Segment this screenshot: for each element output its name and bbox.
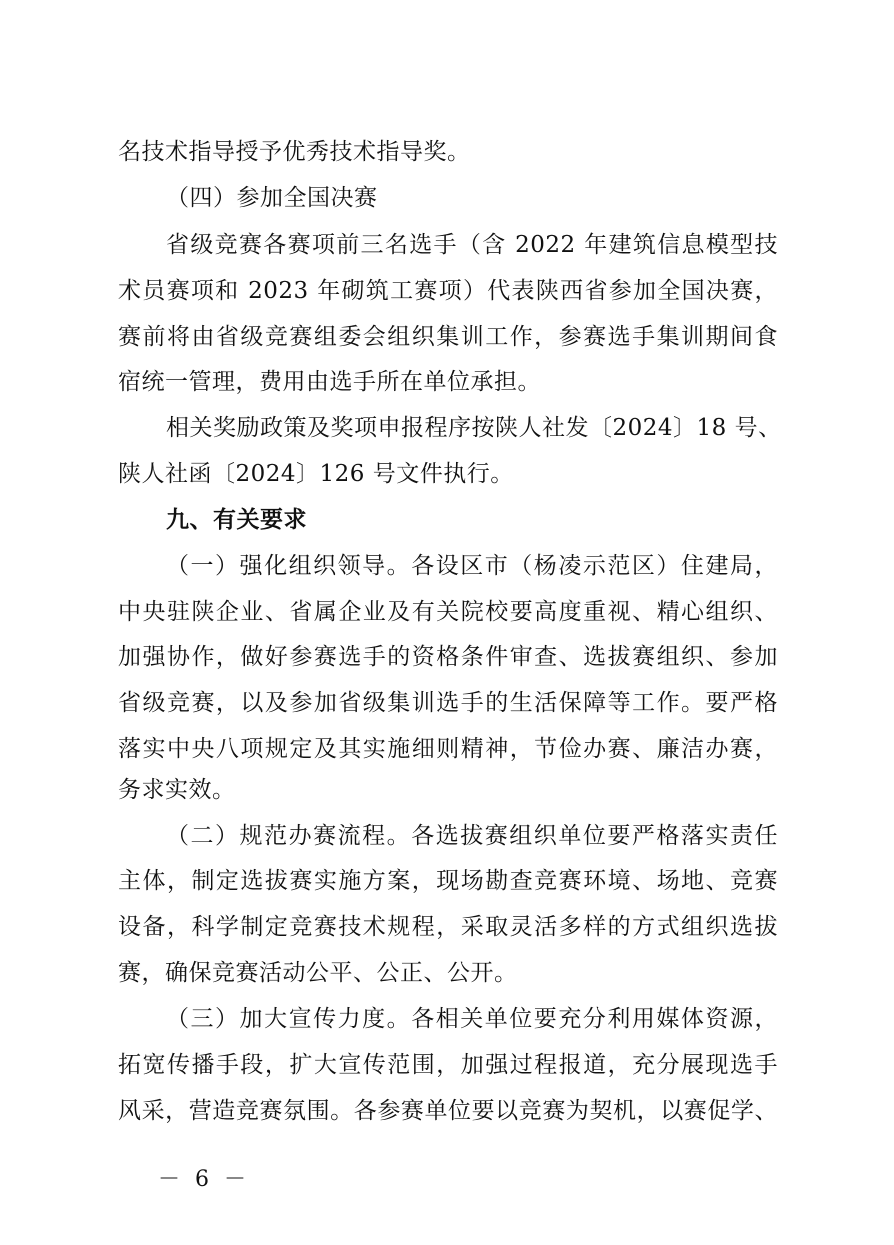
text-line: 风采，营造竞赛氛围。各参赛单位要以竞赛为契机，以赛促学、 <box>118 1098 778 1124</box>
text-line: 术员赛项和 2023 年砌筑工赛项）代表陕西省参加全国决赛， <box>118 278 778 304</box>
text-line: 加强协作，做好参赛选手的资格条件审查、选拔赛组织、参加 <box>118 644 778 670</box>
text-line: 赛前将由省级竞赛组委会组织集训工作，参赛选手集训期间食 <box>118 324 778 350</box>
text-line: 中央驻陕企业、省属企业及有关院校要高度重视、精心组织、 <box>118 599 778 625</box>
text-line: 赛，确保竞赛活动公平、公正、公开。 <box>118 960 518 986</box>
page-number: － 6 － <box>158 1167 250 1192</box>
text-line: 陕人社函〔2024〕126 号文件执行。 <box>118 461 514 487</box>
text-line: 落实中央八项规定及其实施细则精神，节俭办赛、廉洁办赛， <box>118 736 778 762</box>
text-line: 主体，制定选拔赛实施方案，现场勘查竞赛环境、场地、竞赛 <box>118 868 778 894</box>
text-line: 宿统一管理，费用由选手所在单位承担。 <box>118 369 541 395</box>
text-line: 相关奖励政策及奖项申报程序按陕人社发〔2024〕18 号、 <box>166 415 782 441</box>
section-heading: 九、有关要求 <box>166 507 307 533</box>
text-line: 省级竞赛，以及参加省级集训选手的生活保障等工作。要严格 <box>118 690 778 716</box>
text-line: 务求实效。 <box>118 777 236 803</box>
text-line: 拓宽传播手段，扩大宣传范围，加强过程报道，充分展现选手 <box>118 1052 778 1078</box>
section-subheading: （四）参加全国决赛 <box>166 185 378 211</box>
text-line: （一）强化组织领导。各设区市（杨凌示范区）住建局， <box>166 553 778 579</box>
text-line: （三）加大宣传力度。各相关单位要充分利用媒体资源， <box>166 1006 778 1032</box>
text-line: （二）规范办赛流程。各选拔赛组织单位要严格落实责任 <box>166 823 778 849</box>
text-line: 省级竞赛各赛项前三名选手（含 2022 年建筑信息模型技 <box>166 232 778 258</box>
text-line: 设备，科学制定竞赛技术规程，采取灵活多样的方式组织选拔 <box>118 914 778 940</box>
text-line: 名技术指导授予优秀技术指导奖。 <box>118 139 471 165</box>
